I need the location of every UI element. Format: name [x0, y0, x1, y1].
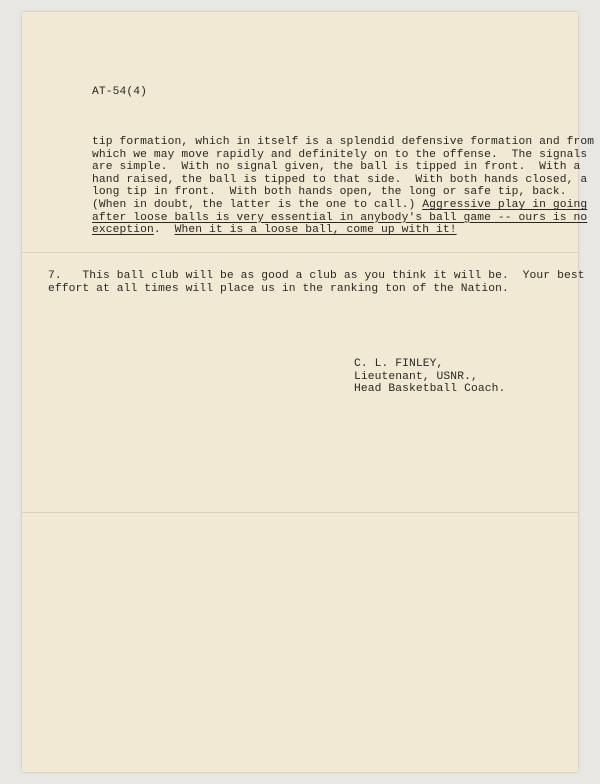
signature-block	[354, 358, 505, 396]
paragraph-line: .	[153, 224, 175, 237]
signatory-title: Head Basketball Coach.	[354, 383, 506, 396]
paragraph-line: effort at all times will place us in the ranking ton of the Nation.	[48, 282, 509, 295]
underlined-emphasis: When it is a loose ball, come up with it!	[174, 224, 457, 237]
paragraph-line: tip formation, which in itself is a splendid defensive formation and from	[92, 136, 595, 148]
underlined-emphasis: Aggressive play in going	[422, 198, 588, 211]
paragraph-line: (When in doubt, the latter is the one to call.)	[92, 198, 423, 211]
paragraph-line: This ball club will be as good a club as you think it will be. Your best	[61, 270, 585, 282]
paragraph-line: are simple. With no signal given, the ball is tipped in front. With a	[92, 161, 581, 174]
paragraph-line: which we may move rapidly and definitely on to the offense. The signals	[92, 148, 588, 161]
underlined-emphasis: exception	[92, 224, 154, 237]
underlined-emphasis: after loose balls is very essential in anybody's ball game -- ours is no	[92, 211, 588, 224]
paragraph-tip-formation	[92, 136, 594, 237]
signatory-rank: Lieutenant, USNR.,	[354, 370, 478, 383]
paragraph-number: 7.	[48, 270, 62, 282]
paragraph-7	[48, 270, 585, 295]
document-reference: AT-54(4)	[92, 86, 148, 98]
fold-line	[22, 252, 578, 253]
paragraph-line: long tip in front. With both hands open, the long or safe tip, back.	[92, 186, 567, 199]
paragraph-line: hand raised, the ball is tipped to that side. With both hands closed, a	[92, 173, 588, 186]
letter-page	[22, 12, 595, 772]
fold-line	[22, 512, 578, 513]
signatory-name: C. L. FINLEY,	[354, 358, 444, 370]
